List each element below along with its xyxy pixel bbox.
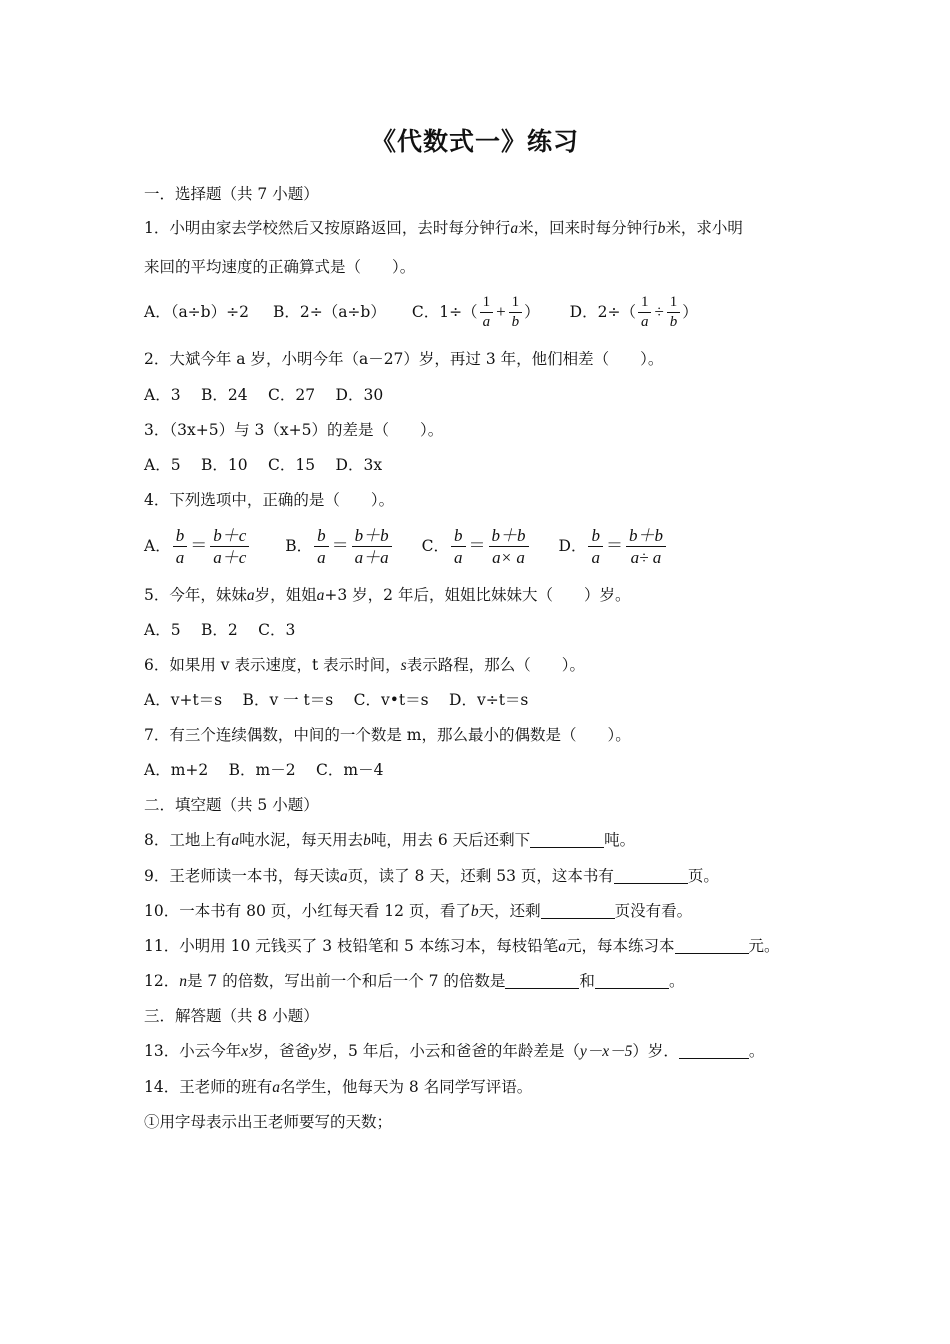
- option-d: D．: [558, 537, 587, 555]
- answer-blank[interactable]: [505, 972, 579, 989]
- question-6-options: A．v+t＝s B．v 一 t＝s C．v•t＝s D．v÷t＝s: [144, 691, 529, 709]
- fraction: $\frac{b+c}{a+c}$: [210, 526, 249, 567]
- fraction: $\frac{1}{b}$: [509, 294, 523, 331]
- fraction: $\frac{b}{a}$: [451, 526, 466, 567]
- answer-blank[interactable]: [675, 937, 749, 954]
- option-a: A．（a÷b）÷2: [144, 303, 249, 321]
- page-title: 《代数式一》练习: [370, 127, 579, 156]
- option-c: C．: [421, 537, 450, 555]
- question-3-options: A．5 B．10 C．15 D．3x: [144, 456, 383, 474]
- question-2: 2．大斌今年 a 岁，小明今年（a－27）岁，再过 3 年，他们相差（ ）。: [144, 350, 664, 368]
- answer-blank[interactable]: [530, 831, 604, 848]
- question-3: 3．（3x+5）与 3（x+5）的差是（ ）。: [144, 421, 444, 439]
- question-14: 14．王老师的班有a名学生，他每天为 8 名同学写评语。: [144, 1078, 533, 1096]
- option-c: C．1÷（: [411, 303, 478, 321]
- option-b: B．: [285, 537, 313, 555]
- fraction: $\frac{1}{a}$: [638, 294, 652, 331]
- question-6: 6．如果用 v 表示速度，t 表示时间，s表示路程，那么（ ）。: [144, 656, 585, 674]
- fraction: $\frac{b+b}{a\times a}$: [489, 526, 529, 567]
- question-14-part-1: ①用字母表示出王老师要写的天数；: [144, 1113, 393, 1131]
- question-10: 10．一本书有 80 页，小红每天看 12 页，看了b天，还剩 页没有看。: [144, 902, 693, 920]
- fraction: $\frac{b}{a}$: [173, 526, 188, 567]
- answer-blank[interactable]: [679, 1042, 749, 1059]
- option-d: D．2÷（: [569, 303, 636, 321]
- question-1-options: A．（a÷b）÷2 B．2÷（a÷b） C．1÷（ $\frac{1}{a}$ + $\frac{1}{b}$ ） D．2÷（ $\frac{1}{a}$ ÷ $\frac{1}{b}$ ）: [144, 293, 698, 330]
- question-1-line-2: 来回的平均速度的正确算式是（ ）。: [144, 258, 416, 276]
- question-7: 7．有三个连续偶数，中间的一个数是 m，那么最小的偶数是（ ）。: [144, 726, 631, 744]
- question-1-line-1: 1．小明由家去学校然后又按原路返回，去时每分钟行a米，回来时每分钟行b米，求小明: [144, 219, 743, 237]
- answer-blank[interactable]: [541, 902, 615, 919]
- question-4: 4．下列选项中，正确的是（ ）。: [144, 491, 395, 509]
- fraction: $\frac{b}{a}$: [314, 526, 329, 567]
- question-8: 8．工地上有a吨水泥，每天用去b吨，用去 6 天后还剩下 吨。: [144, 831, 636, 849]
- question-12: 12．n是 7 的倍数，写出前一个和后一个 7 的倍数是 和 。: [144, 972, 685, 990]
- option-b: B．2÷（a÷b）: [272, 303, 386, 321]
- question-7-options: A．m+2 B．m－2 C．m－4: [144, 761, 384, 779]
- question-13: 13．小云今年x岁，爸爸y岁，5 年后，小云和爸爸的年龄差是（y－x－5）岁． 。: [144, 1042, 765, 1060]
- section-heading-solve: 三．解答题（共 8 小题）: [144, 1007, 319, 1025]
- fraction: $\frac{b}{a}$: [588, 526, 603, 567]
- fraction: $\frac{b+b}{a\div a}$: [626, 526, 666, 567]
- fraction: $\frac{b+b}{a+a}$: [352, 526, 392, 567]
- question-4-options: A． $\frac{b}{a}$ ＝ $\frac{b+c}{a+c}$ B． $\frac{b}{a}$ ＝ $\frac{b+b}{a+a}$ C． $\frac{b}{a}$ ＝ $\frac{b+b}{a\times a}$ D． $\frac{b}{a}$ ＝ $\frac{b+b}{a\div a}$: [144, 522, 668, 570]
- question-5: 5．今年，妹妹a岁，姐姐a+3 岁，2 年后，姐姐比妹妹大（ ）岁。: [144, 586, 631, 604]
- answer-blank[interactable]: [595, 972, 669, 989]
- answer-blank[interactable]: [614, 867, 688, 884]
- question-2-options: A．3 B．24 C．27 D．30: [144, 386, 384, 404]
- option-a: A．: [144, 537, 171, 555]
- section-heading-fill: 二．填空题（共 5 小题）: [144, 796, 319, 814]
- fraction: $\frac{1}{a}$: [480, 294, 494, 331]
- question-11: 11．小明用 10 元钱买了 3 枝铅笔和 5 本练习本，每枝铅笔a元，每本练习本 元。: [144, 937, 780, 955]
- fraction: $\frac{1}{b}$: [667, 294, 681, 331]
- question-5-options: A．5 B．2 C．3: [144, 621, 296, 639]
- question-9: 9．王老师读一本书，每天读a页，读了 8 天，还剩 53 页，这本书有 页。: [144, 867, 719, 885]
- section-heading-choice: 一．选择题（共 7 小题）: [144, 185, 319, 203]
